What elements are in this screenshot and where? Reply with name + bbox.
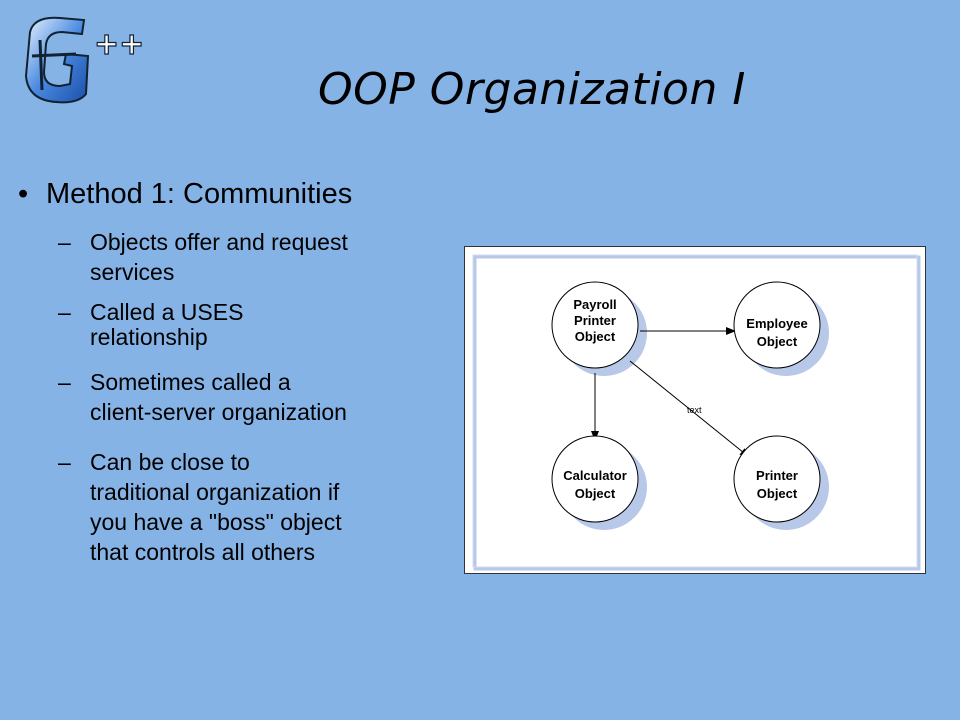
subitem-line: Can be close to — [90, 449, 250, 475]
subitem-line: Sometimes called a — [90, 369, 291, 395]
subitem-line: relationship — [90, 324, 208, 351]
dash-marker: – — [58, 369, 71, 395]
subitem-4 — [58, 448, 438, 568]
node-employee-object — [734, 282, 820, 368]
subitem-line: Objects offer and request — [90, 229, 348, 255]
diagram-panel — [464, 246, 926, 574]
subitem-2 — [58, 300, 438, 351]
subitem-line: traditional organization if — [90, 478, 340, 505]
node-printer-object — [734, 436, 820, 522]
subitem-3 — [58, 368, 438, 428]
svg-text:Object: Object — [756, 486, 798, 501]
svg-text:Object: Object — [574, 329, 616, 344]
diagram-svg — [465, 247, 927, 575]
slide-title: OOP Organization I — [318, 64, 746, 115]
svg-text:Object: Object — [574, 486, 616, 501]
subitem-1 — [58, 228, 438, 288]
svg-text:Object: Object — [756, 334, 798, 349]
logo-superscript: ++ — [94, 27, 145, 62]
node-payroll-printer-object — [552, 282, 638, 368]
subitem-line: services — [90, 258, 175, 285]
subitem-line: Called a USES — [90, 299, 244, 325]
logo — [12, 10, 145, 110]
main-bullet-text: Method 1: Communities — [46, 178, 353, 210]
subitem-line: you have a "boss" object — [90, 508, 342, 535]
svg-text:Printer: Printer — [756, 468, 798, 483]
edge-label: text — [687, 405, 702, 415]
svg-text:Payroll: Payroll — [573, 297, 617, 312]
bullet-marker: • — [18, 178, 29, 210]
svg-text:Printer: Printer — [574, 313, 616, 328]
dash-marker: – — [58, 229, 71, 255]
subitem-line: client-server organization — [90, 398, 347, 425]
node-calculator-object — [552, 436, 638, 522]
logo-graphic — [12, 10, 145, 110]
svg-text:Calculator: Calculator — [563, 468, 627, 483]
dash-marker: – — [58, 449, 71, 475]
dash-marker: – — [58, 299, 71, 325]
svg-text:Employee: Employee — [746, 316, 808, 331]
main-bullet — [18, 178, 352, 211]
subitem-line: that controls all others — [90, 538, 316, 565]
